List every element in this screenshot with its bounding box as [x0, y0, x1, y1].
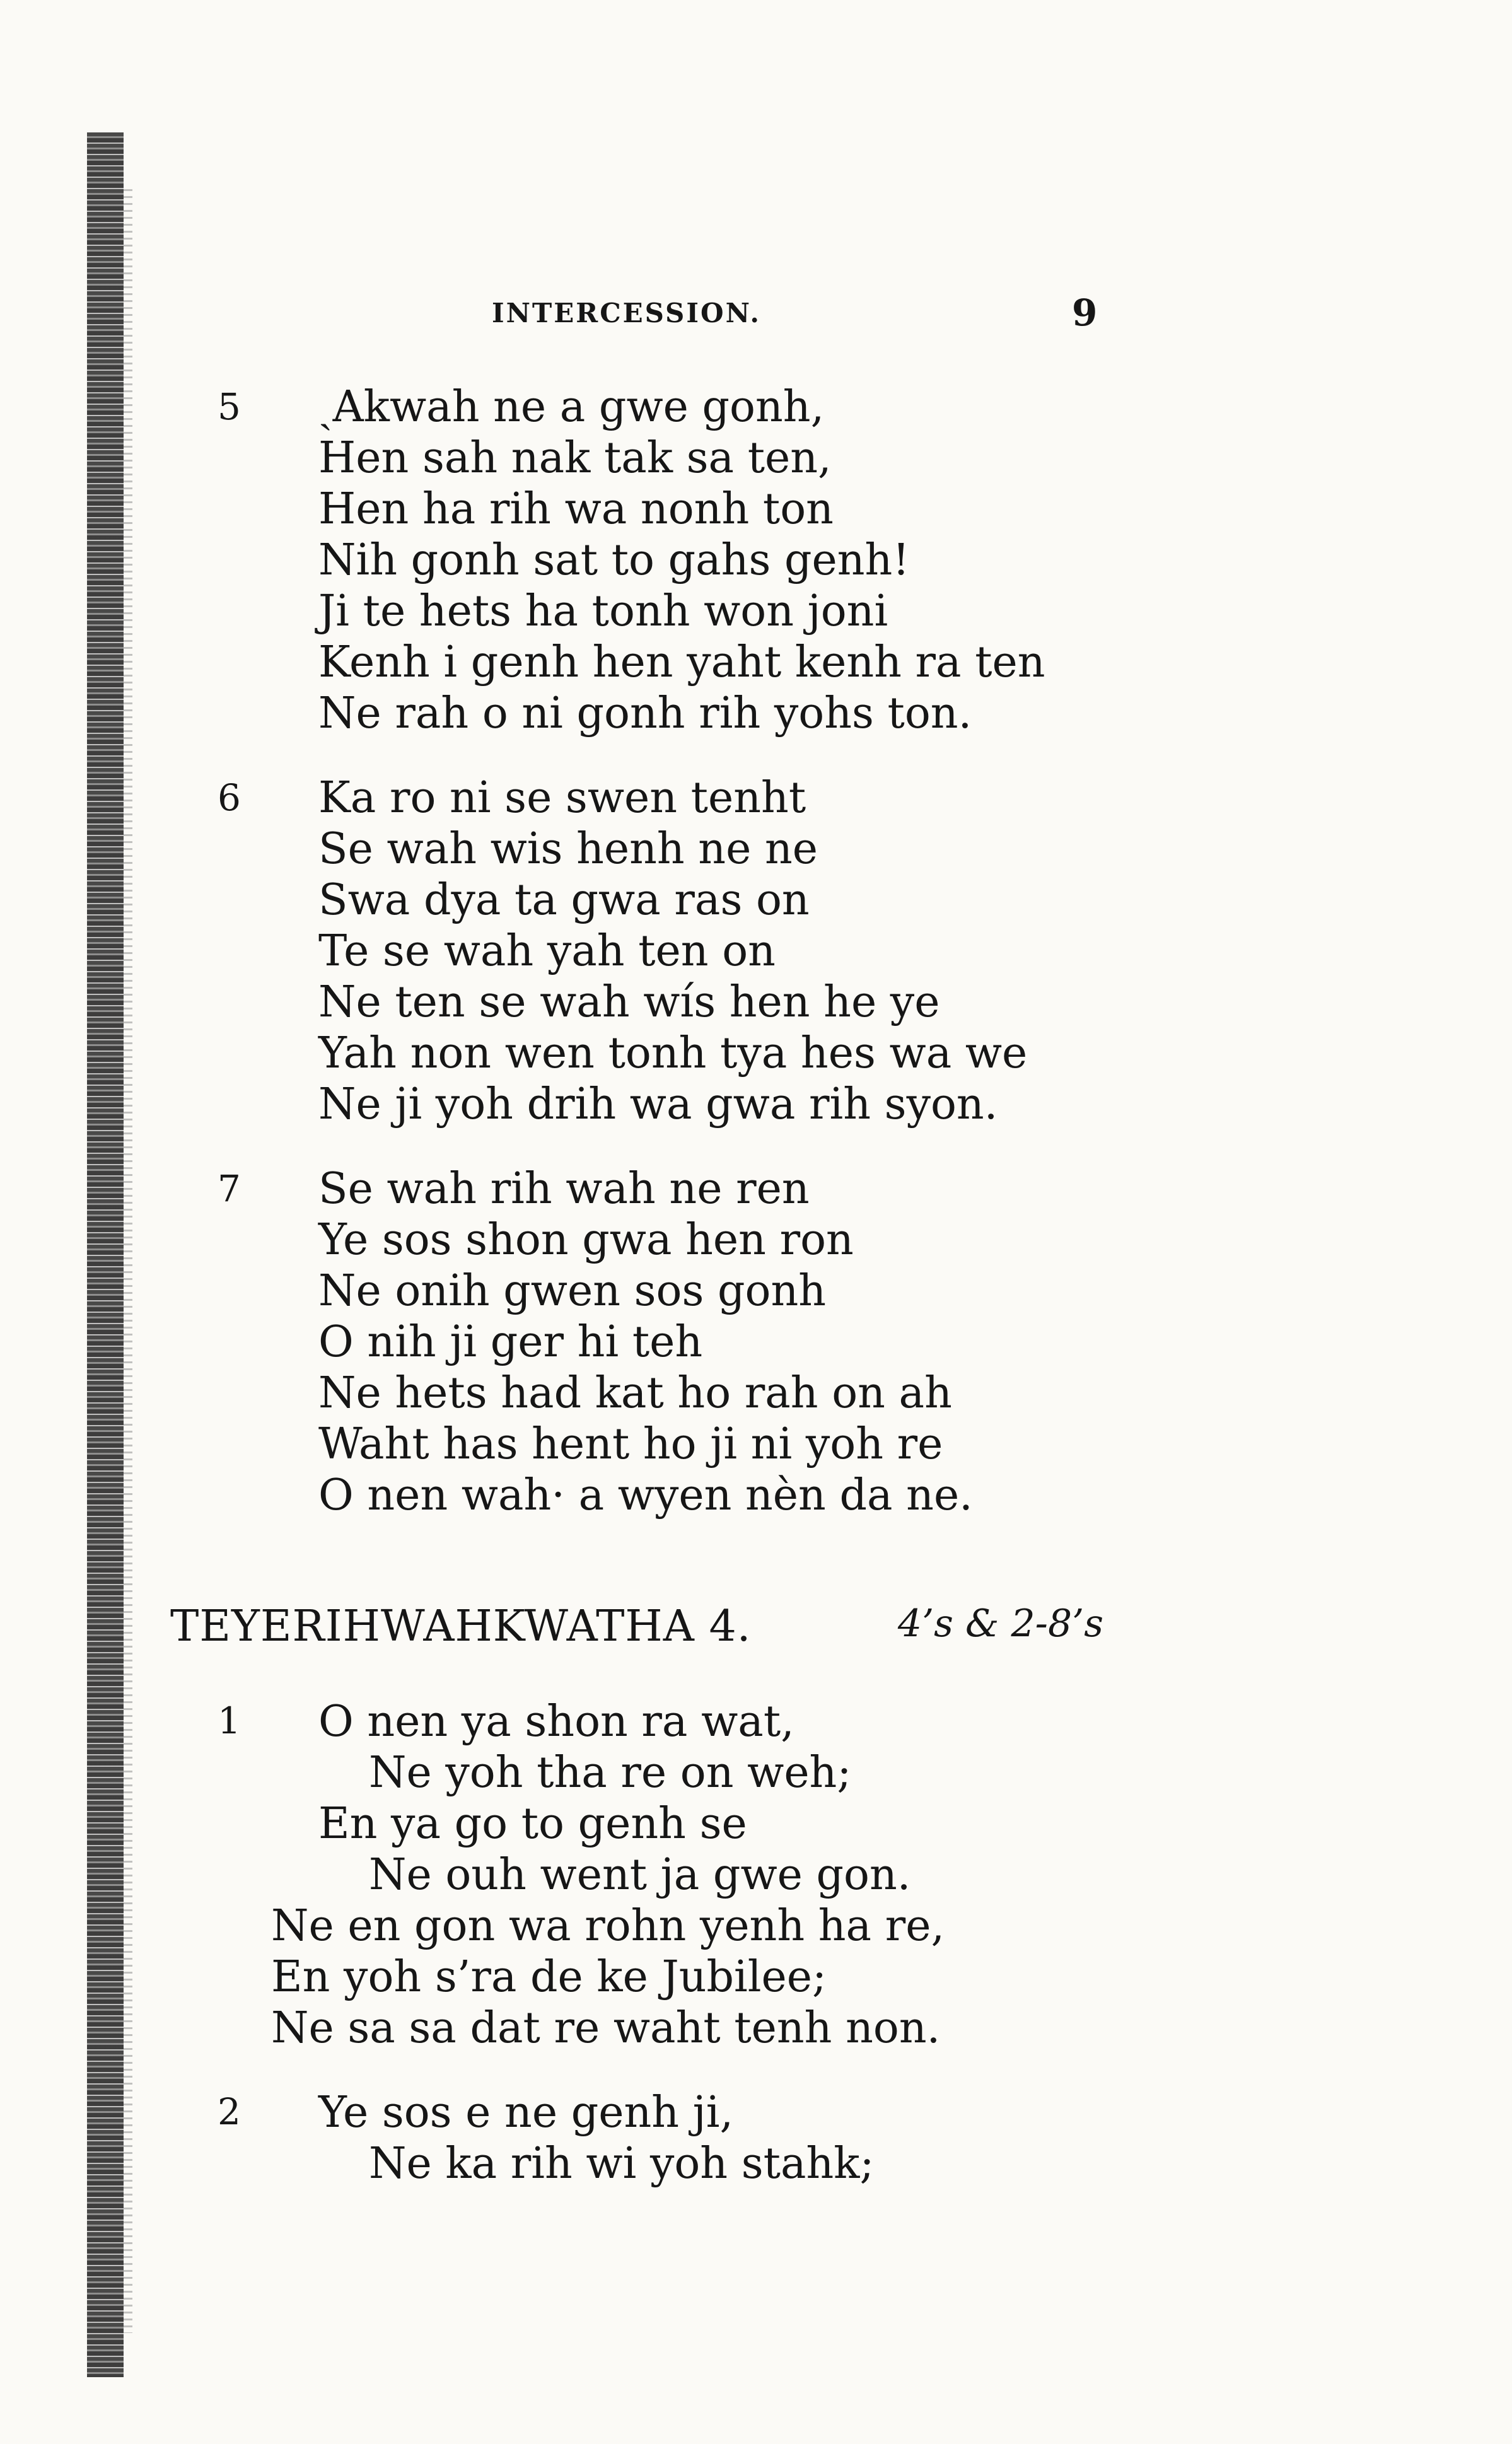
stanza-lines — [318, 772, 1027, 1130]
verse-line: Ne yoh tha re on weh; — [369, 1748, 852, 1798]
running-head: INTERCESSION. — [492, 298, 761, 329]
stanza-number: 5 — [218, 385, 241, 428]
verse-line: Ne ji yoh drih wa gwa rih syon. — [318, 1079, 998, 1129]
stanza-number: 7 — [218, 1167, 241, 1210]
verse-line: Ne ten se wah wís hen he ye — [318, 977, 940, 1027]
verse-line: En ya go to genh se — [318, 1799, 747, 1849]
page-binding-edge — [87, 132, 124, 2377]
verse-line: Ne ouh went ja gwe gon. — [369, 1850, 911, 1900]
verse-line: Se wah wis henh ne ne — [318, 824, 818, 874]
verse-line: Ji te hets ha tonh won joni — [318, 586, 888, 636]
stanza-lines — [318, 381, 1045, 739]
tune-meter: 4’s & 2-8’s — [897, 1602, 1103, 1646]
verse-line: O nen wah· a wyen nèn da ne. — [318, 1470, 973, 1520]
stanza-lines — [318, 1163, 973, 1521]
verse-line: ˏAkwah ne a gwe gonh, — [318, 382, 825, 432]
verse-line: Ka ro ni se swen tenht — [318, 773, 806, 823]
verse-line: Ne hets had kat ho rah on ah — [318, 1368, 952, 1418]
verse-line: Nih gonh sat to gahs genh! — [318, 535, 910, 585]
verse-line: Se wah rih wah ne ren — [318, 1164, 810, 1214]
page-header — [0, 291, 1512, 335]
stanza-number: 6 — [218, 776, 241, 819]
verse-line: Ne en gon wa rohn yenh ha re, — [271, 1901, 945, 1951]
verse-line: En yoh s’ra de ke Jubilee; — [271, 1952, 827, 2002]
verse-line: Ne onih gwen sos gonh — [318, 1266, 827, 1316]
verse-line: Hen ha rih wa nonh ton — [318, 484, 834, 534]
verse-line: Waht has hent ho ji ni yoh re — [318, 1419, 943, 1469]
verse-line: Ye sos e ne genh ji, — [318, 2088, 734, 2138]
verse-line: Swa dya ta gwa ras on — [318, 875, 810, 925]
verse-line: Yah non wen tonh tya hes wa we — [318, 1028, 1028, 1078]
verse-line: Ne sa sa dat re waht tenh non. — [271, 2003, 941, 2053]
verse-line: Te se wah yah ten on — [318, 926, 776, 976]
page-number: 9 — [1072, 291, 1098, 334]
verse-line: Kenh i genh hen yaht kenh ra ten — [318, 637, 1045, 687]
verse-line: Ye sos shon gwa hen ron — [318, 1215, 854, 1265]
verse-line: Ne rah o ni gonh rih yohs ton. — [318, 689, 972, 738]
stanza-number: 1 — [218, 1699, 241, 1742]
verse-line: Hen sah nak tak sa ten, — [318, 433, 832, 483]
stanza-number: 2 — [218, 2090, 241, 2133]
tune-heading — [170, 1602, 1103, 1658]
verse-line: Ne ka rih wi yoh stahk; — [369, 2139, 875, 2189]
binding-speckle — [124, 189, 132, 2333]
tune-name: TEYERIHWAHKWATHA 4. — [170, 1602, 752, 1651]
verse-line: O nen ya shon ra wat, — [318, 1697, 794, 1747]
verse-line: O nih ji ger hi teh — [318, 1317, 703, 1367]
